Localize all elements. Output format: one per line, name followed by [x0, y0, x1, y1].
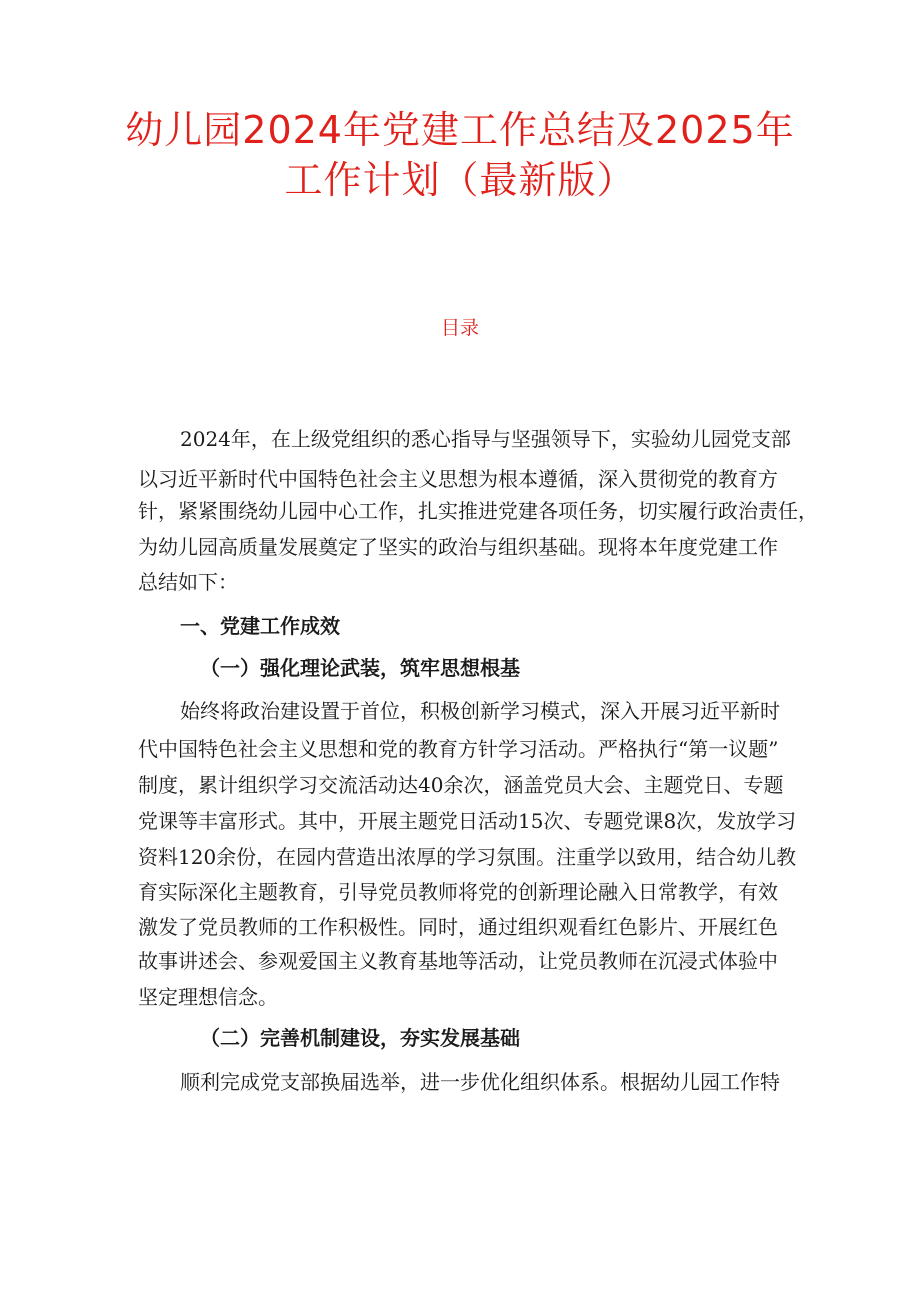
- sub1-line-4: 党课等丰富形式。其中，开展主题党日活动15次、专题党课8次，发放学习: [138, 809, 797, 833]
- sub1-line-2: 代中国特色社会主义思想和党的教育方针学习活动。严格执行“第一议题”: [138, 737, 779, 761]
- intro-line-1: 2024年，在上级党组织的悉心指导与坚强领导下，实验幼儿园党支部: [180, 427, 791, 451]
- sub2-line-1: 顺利完成党支部换届选举，进一步优化组织体系。根据幼儿园工作特: [180, 1070, 780, 1094]
- sub1-line-3: 制度，累计组织学习交流活动达40余次，涵盖党员大会、主题党日、专题: [138, 773, 784, 797]
- intro-line-2: 以习近平新时代中国特色社会主义思想为根本遵循，深入贯彻党的教育方: [138, 467, 778, 491]
- section-heading-1: 一、党建工作成效: [180, 614, 340, 638]
- sub1-line-6: 育实际深化主题教育，引导党员教师将党的创新理论融入日常教学，有效: [138, 880, 778, 904]
- intro-line-3: 针，紧紧围绕幼儿园中心工作，扎实推进党建各项任务，切实履行政治责任，: [138, 499, 818, 523]
- sub1-line-8: 故事讲述会、参观爱国主义教育基地等活动，让党员教师在沉浸式体验中: [138, 949, 778, 973]
- sub1-line-5: 资料120余份，在园内营造出浓厚的学习氛围。注重学以致用，结合幼儿教: [138, 845, 797, 869]
- table-of-contents-label: 目录: [440, 317, 479, 339]
- subsection-heading-1: （一）强化理论武装，筑牢思想根基: [200, 656, 520, 680]
- intro-line-4: 为幼儿园高质量发展奠定了坚实的政治与组织基础。现将本年度党建工作: [138, 535, 778, 559]
- sub1-line-1: 始终将政治建设置于首位，积极创新学习模式，深入开展习近平新时: [180, 699, 780, 723]
- intro-line-5: 总结如下：: [138, 570, 238, 594]
- sub1-line-9: 坚定理想信念。: [138, 985, 278, 1009]
- sub1-line-7: 激发了党员教师的工作积极性。同时，通过组织观看红色影片、开展红色: [138, 915, 778, 939]
- document-title-line-2: 工作计划（最新版）: [284, 158, 636, 202]
- subsection-heading-2: （二）完善机制建设，夯实发展基础: [200, 1026, 520, 1050]
- document-title-line-1: 幼儿园2024年党建工作总结及2025年: [125, 108, 795, 152]
